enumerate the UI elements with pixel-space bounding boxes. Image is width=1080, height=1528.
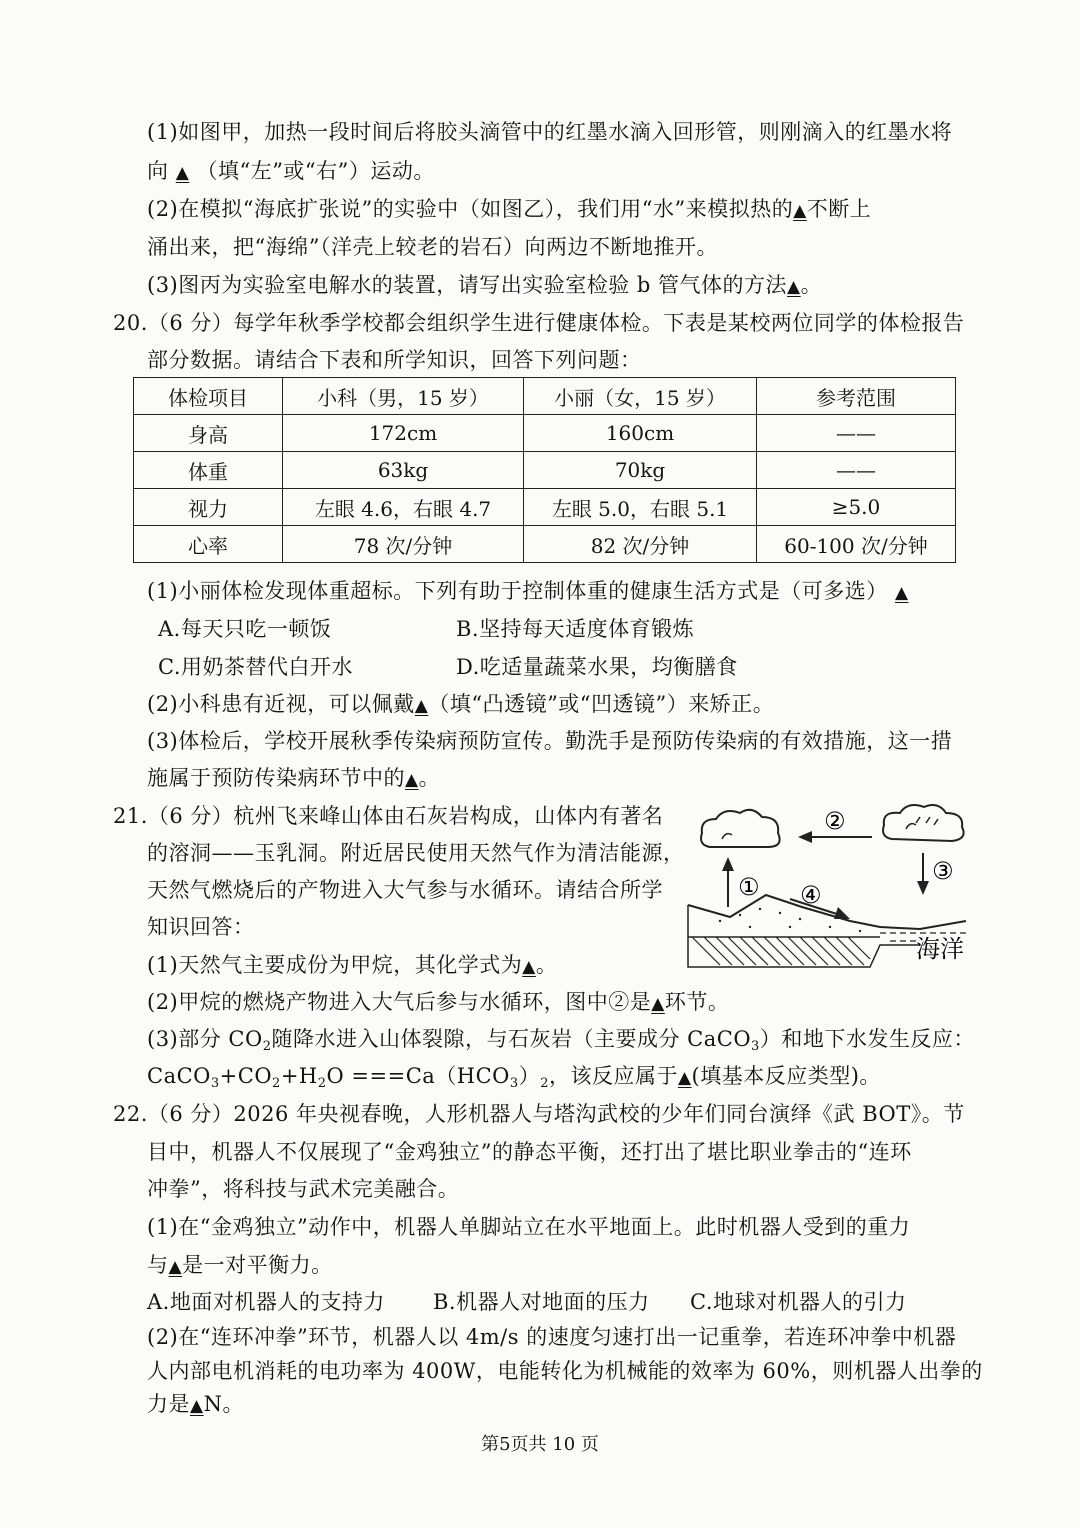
table-cell: 82 次/分钟 bbox=[524, 526, 757, 563]
q22-option-b: B.机器人对地面的压力 bbox=[433, 1290, 650, 1314]
table-header: 小科（男，15 岁） bbox=[283, 378, 524, 415]
table-cell: 60-100 次/分钟 bbox=[757, 526, 956, 563]
q19-part1-line2: 向 ▲ （填“左”或“右”）运动。 bbox=[147, 159, 435, 183]
figure-label-1: ① bbox=[738, 873, 760, 901]
q20-part3-line1: (3)体检后，学校开展秋季传染病预防宣传。勤洗手是预防传染病的有效措施，这一措 bbox=[147, 729, 953, 753]
q22-stem-line1: 22.（6 分）2026 年央视春晚，人形机器人与塔沟武校的少年们同台演绎《武 BOT》。节 bbox=[113, 1102, 965, 1126]
answer-blank[interactable]: ▲ bbox=[793, 201, 807, 221]
q21-stem-line4: 知识回答： bbox=[147, 915, 255, 939]
q20-stem-line1: 20.（6 分）每学年秋季学校都会组织学生进行健康体检。下表是某校两位同学的体检报告 bbox=[113, 311, 965, 335]
q20-part1: (1)小丽体检发现体重超标。下列有助于控制体重的健康生活方式是（可多选） ▲ bbox=[147, 579, 909, 603]
table-cell: 视力 bbox=[134, 489, 283, 526]
table-cell: 身高 bbox=[134, 415, 283, 452]
q22-part1-line1: (1)在“金鸡独立”动作中，机器人单脚站立在水平地面上。此时机器人受到的重力 bbox=[147, 1215, 911, 1239]
figure-label-4: ④ bbox=[800, 881, 822, 909]
answer-blank[interactable]: ▲ bbox=[677, 1068, 692, 1088]
q22-option-c: C.地球对机器人的引力 bbox=[690, 1290, 907, 1314]
table-row bbox=[134, 415, 956, 452]
table-header: 参考范围 bbox=[757, 378, 956, 415]
table-cell: 160cm bbox=[524, 415, 757, 452]
q20-option-b: B.坚持每天适度体育锻炼 bbox=[456, 617, 695, 641]
table-row bbox=[134, 452, 956, 489]
table-cell: 63kg bbox=[283, 452, 524, 489]
q21-equation: $CaCO_3+CO_2+H_2O ===Ca(HCO_3)_2$，该反应属于▲(填基本反应类型)。 bbox=[147, 1064, 881, 1091]
table-cell: 体重 bbox=[134, 452, 283, 489]
q22-stem-line3: 冲拳”，将科技与武术完美融合。 bbox=[147, 1177, 460, 1201]
q20-part3-line2: 施属于预防传染病环节中的▲。 bbox=[147, 766, 441, 790]
table-header: 体检项目 bbox=[134, 378, 283, 415]
q22-part2-line2: 人内部电机消耗的电功率为 400W，电能转化为机械能的效率为 60%，则机器人出拳的 bbox=[147, 1359, 983, 1383]
table-cell: 78 次/分钟 bbox=[283, 526, 524, 563]
table-cell: 左眼 4.6，右眼 4.7 bbox=[283, 489, 524, 526]
table-row bbox=[134, 489, 956, 526]
q21-stem-line1: 21.（6 分）杭州飞来峰山体由石灰岩构成，山体内有著名 bbox=[113, 804, 664, 828]
q20-option-c: C.用奶茶替代白开水 bbox=[158, 655, 353, 679]
table-header-row bbox=[134, 378, 956, 415]
table-cell: ≥5.0 bbox=[757, 489, 956, 526]
q20-option-a: A.每天只吃一顿饭 bbox=[158, 617, 332, 641]
water-cycle-figure bbox=[680, 795, 972, 975]
answer-blank[interactable]: ▲ bbox=[190, 1396, 204, 1416]
health-check-table bbox=[133, 377, 956, 563]
q21-part2: (2)甲烷的燃烧产物进入大气后参与水循环，图中②是▲环节。 bbox=[147, 990, 730, 1014]
table-cell: 左眼 5.0，右眼 5.1 bbox=[524, 489, 757, 526]
table-cell: —— bbox=[757, 415, 956, 452]
answer-blank[interactable]: ▲ bbox=[175, 163, 190, 183]
q21-part3-line1: (3)部分 $CO_2$随降水进入山体裂隙，与石灰岩（主要成分 CaCO$_3$）和地下水发生反应： bbox=[147, 1027, 975, 1054]
q20-option-d: D.吃适量蔬菜水果，均衡膳食 bbox=[456, 655, 738, 679]
right-cloud-icon bbox=[883, 805, 964, 841]
figure-label-3: ③ bbox=[932, 857, 954, 885]
left-cloud-icon bbox=[701, 810, 780, 847]
q22-option-a: A.地面对机器人的支持力 bbox=[147, 1290, 385, 1314]
table-cell: —— bbox=[757, 452, 956, 489]
q20-stem-line2: 部分数据。请结合下表和所学知识，回答下列问题： bbox=[147, 348, 642, 372]
table-header: 小丽（女，15 岁） bbox=[524, 378, 757, 415]
answer-blank[interactable]: ▲ bbox=[405, 770, 419, 790]
answer-blank[interactable]: ▲ bbox=[651, 994, 665, 1014]
q21-stem-line3: 天然气燃烧后的产物进入大气参与水循环。请结合所学 bbox=[147, 878, 663, 902]
q22-part2-line3: 力是▲N。 bbox=[147, 1392, 244, 1416]
q19-part1-line1: (1)如图甲，加热一段时间后将胶头滴管中的红墨水滴入回形管，则刚滴入的红墨水将 bbox=[147, 120, 953, 144]
q19-part3: (3)图丙为实验室电解水的装置，请写出实验室检验 b 管气体的方法▲。 bbox=[147, 273, 823, 297]
answer-blank[interactable]: ▲ bbox=[894, 583, 909, 603]
page-footer: 第5页共 10 页 bbox=[481, 1434, 599, 1455]
q19-part2-line2: 涌出来，把“海绵”（洋壳上较老的岩石）向两边不断地推开。 bbox=[147, 235, 718, 259]
figure-label-2: ② bbox=[824, 807, 846, 835]
table-cell: 心率 bbox=[134, 526, 283, 563]
q20-part2: (2)小科患有近视，可以佩戴▲（填“凸透镜”或“凹透镜”）来矫正。 bbox=[147, 692, 775, 716]
q21-part1: (1)天然气主要成份为甲烷，其化学式为▲。 bbox=[147, 953, 558, 977]
q21-stem-line2: 的溶洞——玉乳洞。附近居民使用天然气作为清洁能源， bbox=[147, 841, 685, 865]
answer-blank[interactable]: ▲ bbox=[414, 696, 429, 716]
q22-part1-line2: 与▲是一对平衡力。 bbox=[147, 1253, 333, 1277]
table-row bbox=[134, 526, 956, 563]
q22-stem-line2: 目中，机器人不仅展现了“金鸡独立”的静态平衡，还打出了堪比职业拳击的“连环 bbox=[147, 1140, 912, 1164]
table-cell: 172cm bbox=[283, 415, 524, 452]
q19-part2-line1: (2)在模拟“海底扩张说”的实验中（如图乙），我们用“水”来模拟热的▲不断上 bbox=[147, 197, 872, 221]
answer-blank[interactable]: ▲ bbox=[168, 1257, 183, 1277]
answer-blank[interactable]: ▲ bbox=[522, 957, 536, 977]
table-cell: 70kg bbox=[524, 452, 757, 489]
ocean-label: 海洋 bbox=[916, 935, 964, 963]
q22-part2-line1: (2)在“连环冲拳”环节，机器人以 4m/s 的速度匀速打出一记重拳，若连环冲拳中机器 bbox=[147, 1325, 957, 1349]
answer-blank[interactable]: ▲ bbox=[787, 277, 801, 297]
